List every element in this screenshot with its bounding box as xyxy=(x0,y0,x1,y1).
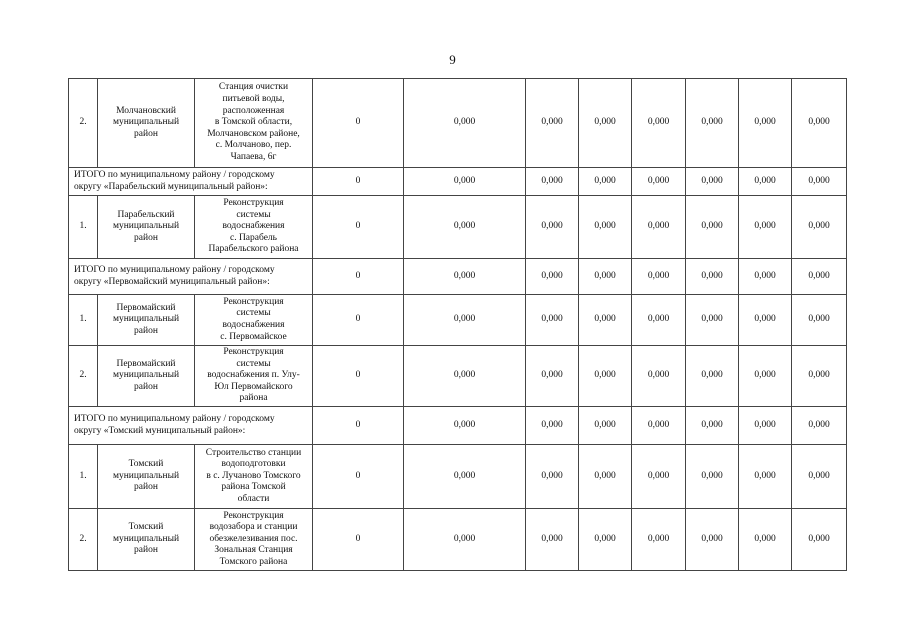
value-cell: 0,000 xyxy=(632,407,686,445)
row-number: 2. xyxy=(69,79,98,168)
value-cell: 0,000 xyxy=(686,509,739,571)
object-line: водоснабжения п. Улу- xyxy=(207,370,300,381)
district-line: муниципальный xyxy=(112,221,180,232)
value-cell: 0,000 xyxy=(404,445,526,509)
table-body xyxy=(69,79,847,571)
object-line: системы xyxy=(236,358,271,369)
value-cell: 0,000 xyxy=(686,259,739,295)
value-cell: 0,000 xyxy=(632,168,686,196)
page-number: 9 xyxy=(449,52,456,67)
table-row xyxy=(69,509,847,571)
district-line: муниципальный xyxy=(112,370,180,381)
object-cell xyxy=(195,509,313,571)
label-line: округу «Томский муниципальный район»: xyxy=(74,425,246,436)
value-cell: 0,000 xyxy=(792,79,847,168)
district-line: Первомайский xyxy=(116,358,176,369)
object-cell xyxy=(195,79,313,168)
district-line: муниципальный xyxy=(112,470,180,481)
label-line: ИТОГО по муниципальному району / городскому xyxy=(74,169,275,180)
value-cell: 0,000 xyxy=(739,295,792,346)
value-cell: 0,000 xyxy=(792,259,847,295)
total-label xyxy=(69,407,313,445)
value-cell: 0,000 xyxy=(404,295,526,346)
value-cell: 0,000 xyxy=(404,509,526,571)
district-cell xyxy=(98,79,195,168)
object-line: области xyxy=(237,493,270,504)
value-cell: 0,000 xyxy=(632,346,686,407)
value-cell: 0,000 xyxy=(686,196,739,259)
value-cell: 0,000 xyxy=(686,79,739,168)
object-line: водозабора и станции xyxy=(209,522,298,533)
value-cell: 0,000 xyxy=(404,259,526,295)
district-line: муниципальный xyxy=(112,533,180,544)
value-cell: 0,000 xyxy=(579,259,632,295)
object-line: Парабельского района xyxy=(208,244,299,255)
district-line: Первомайский xyxy=(116,302,176,313)
district-line: Парабельский xyxy=(117,209,175,220)
label-line: округу «Парабельский муниципальный район»: xyxy=(74,181,268,192)
value-cell: 0,000 xyxy=(579,79,632,168)
value-cell: 0,000 xyxy=(632,259,686,295)
object-line: водоподготовки xyxy=(221,459,286,470)
value-cell: 0,000 xyxy=(526,196,579,259)
district-line: Молчановский xyxy=(116,105,176,116)
value-cell: 0,000 xyxy=(739,79,792,168)
value-cell: 0,000 xyxy=(792,346,847,407)
value-cell: 0,000 xyxy=(739,259,792,295)
value-cell: 0,000 xyxy=(632,79,686,168)
value-cell: 0,000 xyxy=(526,79,579,168)
total-row xyxy=(69,407,847,445)
value-cell: 0,000 xyxy=(739,168,792,196)
value-cell: 0 xyxy=(313,196,404,259)
object-line: системы xyxy=(236,308,271,319)
value-cell: 0,000 xyxy=(739,346,792,407)
row-number: 1. xyxy=(69,196,98,259)
value-cell: 0,000 xyxy=(686,346,739,407)
object-line: района xyxy=(239,393,268,404)
value-cell: 0,000 xyxy=(686,295,739,346)
value-cell: 0,000 xyxy=(792,407,847,445)
object-line: питьевой воды, xyxy=(222,94,285,105)
object-line: Зональная Станция xyxy=(214,545,293,556)
table-row xyxy=(69,445,847,509)
total-row xyxy=(69,259,847,295)
row-number: 2. xyxy=(69,509,98,571)
district-line: район xyxy=(134,232,158,243)
value-cell: 0,000 xyxy=(579,407,632,445)
district-cell xyxy=(98,509,195,571)
value-cell: 0,000 xyxy=(632,445,686,509)
district-line: Томский xyxy=(128,522,164,533)
object-line: с. Молчаново, пер. xyxy=(215,140,292,151)
value-cell: 0,000 xyxy=(792,295,847,346)
district-line: район xyxy=(134,482,158,493)
value-cell: 0,000 xyxy=(792,445,847,509)
district-cell xyxy=(98,295,195,346)
district-line: муниципальный xyxy=(112,117,180,128)
object-line: обезжелезивания пос. xyxy=(209,533,298,544)
value-cell: 0 xyxy=(313,168,404,196)
object-line: в с. Лучаново Томского xyxy=(206,470,301,481)
table-row xyxy=(69,79,847,168)
object-line: Чапаева, 6г xyxy=(230,151,277,162)
value-cell: 0,000 xyxy=(404,346,526,407)
value-cell: 0,000 xyxy=(739,445,792,509)
object-line: расположенная xyxy=(222,105,285,116)
district-line: район xyxy=(134,545,158,556)
value-cell: 0 xyxy=(313,407,404,445)
value-cell: 0,000 xyxy=(526,509,579,571)
object-line: Реконструкция xyxy=(223,198,284,209)
value-cell: 0,000 xyxy=(526,407,579,445)
district-cell xyxy=(98,196,195,259)
table-row xyxy=(69,346,847,407)
value-cell: 0,000 xyxy=(579,168,632,196)
value-cell: 0 xyxy=(313,259,404,295)
object-line: в Томской области, xyxy=(214,117,293,128)
object-line: системы xyxy=(236,209,271,220)
object-line: Строительство станции xyxy=(205,447,302,458)
label-line: ИТОГО по муниципальному району / городскому xyxy=(74,413,275,424)
object-cell xyxy=(195,445,313,509)
table-row xyxy=(69,295,847,346)
total-label xyxy=(69,168,313,196)
value-cell: 0,000 xyxy=(739,407,792,445)
value-cell: 0,000 xyxy=(686,168,739,196)
table-row xyxy=(69,196,847,259)
district-line: район xyxy=(134,325,158,336)
value-cell: 0,000 xyxy=(579,509,632,571)
value-cell: 0,000 xyxy=(404,79,526,168)
label-line: округу «Первомайский муниципальный район»: xyxy=(74,276,270,287)
value-cell: 0,000 xyxy=(632,509,686,571)
value-cell: 0 xyxy=(313,295,404,346)
label-line: ИТОГО по муниципальному району / городскому xyxy=(74,264,275,275)
value-cell: 0,000 xyxy=(686,445,739,509)
value-cell: 0,000 xyxy=(632,295,686,346)
object-line: Молчановском районе, xyxy=(207,128,300,139)
value-cell: 0,000 xyxy=(632,196,686,259)
object-line: района Томской xyxy=(221,482,286,493)
investment-table xyxy=(68,78,847,571)
object-cell xyxy=(195,295,313,346)
value-cell: 0,000 xyxy=(526,259,579,295)
value-cell: 0,000 xyxy=(739,509,792,571)
value-cell: 0,000 xyxy=(579,295,632,346)
total-row xyxy=(69,168,847,196)
district-line: муниципальный xyxy=(112,314,180,325)
value-cell: 0 xyxy=(313,445,404,509)
value-cell: 0 xyxy=(313,346,404,407)
value-cell: 0 xyxy=(313,509,404,571)
object-line: Реконструкция xyxy=(223,347,284,358)
value-cell: 0,000 xyxy=(579,346,632,407)
value-cell: 0,000 xyxy=(792,196,847,259)
object-line: водоснабжения xyxy=(222,320,285,330)
value-cell: 0,000 xyxy=(404,168,526,196)
value-cell: 0,000 xyxy=(579,196,632,259)
object-line: Реконструкция xyxy=(223,296,284,307)
value-cell: 0 xyxy=(313,79,404,168)
object-line: водоснабжения xyxy=(222,221,285,232)
row-number: 2. xyxy=(69,346,98,407)
value-cell: 0,000 xyxy=(686,407,739,445)
object-cell xyxy=(195,346,313,407)
value-cell: 0,000 xyxy=(404,407,526,445)
district-cell xyxy=(98,346,195,407)
total-label xyxy=(69,259,313,295)
district-line: район xyxy=(134,381,158,392)
value-cell: 0,000 xyxy=(792,509,847,571)
row-number: 1. xyxy=(69,445,98,509)
value-cell: 0,000 xyxy=(526,445,579,509)
object-line: Томского района xyxy=(219,556,288,567)
row-number: 1. xyxy=(69,295,98,346)
district-cell xyxy=(98,445,195,509)
object-line: Станция очистки xyxy=(218,82,289,93)
district-line: Томский xyxy=(128,459,164,470)
value-cell: 0,000 xyxy=(404,196,526,259)
object-line: с. Парабель xyxy=(229,232,277,243)
value-cell: 0,000 xyxy=(792,168,847,196)
value-cell: 0,000 xyxy=(739,196,792,259)
object-line: Реконструкция xyxy=(223,510,284,521)
district-line: район xyxy=(134,128,158,139)
object-line: с. Первомайское xyxy=(220,331,287,342)
value-cell: 0,000 xyxy=(526,168,579,196)
object-line: Юл Первомайского xyxy=(214,381,293,392)
value-cell: 0,000 xyxy=(526,295,579,346)
value-cell: 0,000 xyxy=(526,346,579,407)
object-cell xyxy=(195,196,313,259)
value-cell: 0,000 xyxy=(579,445,632,509)
